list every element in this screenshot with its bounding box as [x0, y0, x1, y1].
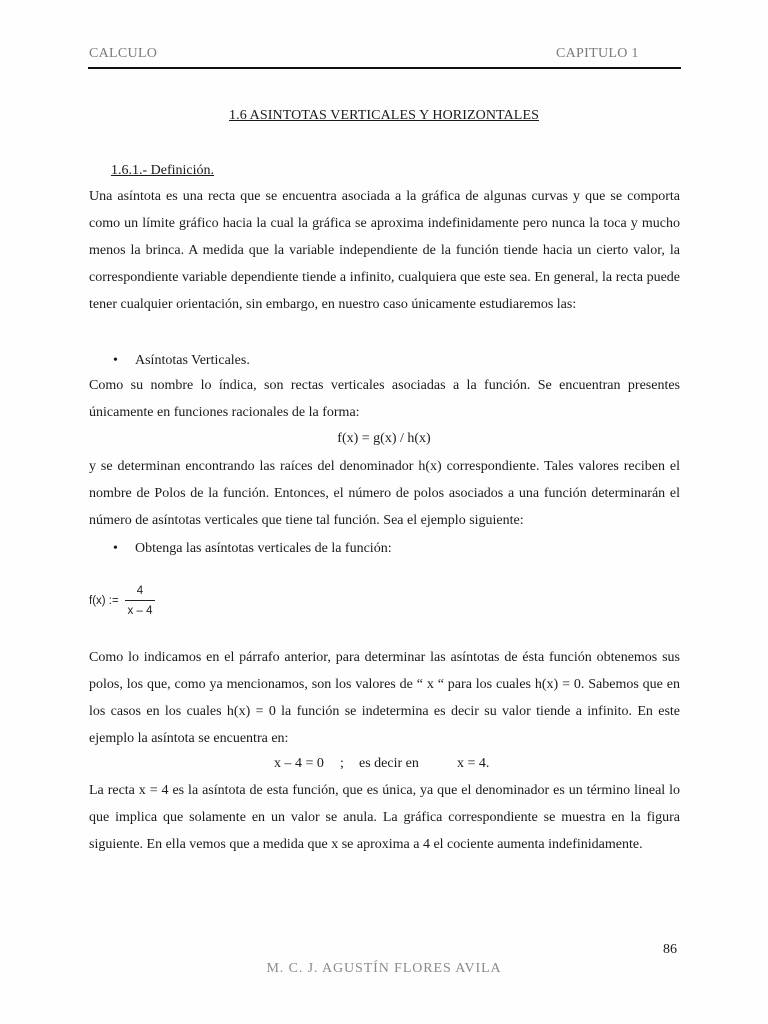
- fraction-numerator: 4: [136, 585, 144, 597]
- section-title: 1.6 ASINTOTAS VERTICALES Y HORIZONTALES: [229, 108, 539, 123]
- paragraph-poles: y se determinan encontrando las raíces del denominador h(x) correspondiente. Tales valores reciben el nombre de Polos de la función. Entonces, el número de polos asociados a una función determinarán el número de asíntotas verticales que tiene tal función. Sea el ejemplo siguiente:: [89, 459, 680, 528]
- paragraph-poles-explanation: Como lo indicamos en el párrafo anterior, para determinar las asíntotas de ésta función obtenemos sus polos, los que, como ya mencionamos, son los valores de “ x “ para los cuales h(x) = 0. Sabemos que en los casos en los cuales h(x) = 0 la función se indetermina es decir su valor tiende a infinito. En este ejemplo la asíntota se encuentra en:: [89, 650, 680, 746]
- page-footer: M. C. J. AGUSTÍN FLORES AVILA: [266, 961, 502, 976]
- header-right: CAPITULO 1: [556, 46, 639, 61]
- header-left: CALCULO: [89, 46, 158, 61]
- equation-solution: x = 4.: [457, 756, 490, 771]
- bullet-label: Asíntotas Verticales.: [135, 353, 250, 368]
- page-number: 86: [663, 942, 677, 957]
- fraction: [125, 584, 155, 618]
- fraction-denominator: x – 4: [127, 605, 153, 617]
- equation-separator: ;: [340, 756, 344, 771]
- fraction-bar: [125, 600, 155, 601]
- paragraph-definition: Una asíntota es una recta que se encuentra asociada a la gráfica de algunas curvas y que se comporta como un límite gráfico hacia la cual la gráfica se aproxima indefinidamente pero nunca la toca y mucho menos la brinca. A medida que la variable independiente de la función tiende hacia un cierto valor, la correspondiente variable dependiente tiende a infinito, cualquiera que este sea. En general, la recta puede tener cualquier orientación, sin embargo, en nuestro caso únicamente estudiaremos las:: [89, 189, 680, 312]
- formula-general-form: f(x) = g(x) / h(x): [337, 431, 431, 446]
- bullet-icon: •: [113, 541, 118, 556]
- paragraph-conclusion: La recta x = 4 es la asíntota de esta función, que es única, ya que el denominador es un término lineal lo que implica que solamente en un valor se anula. La gráfica correspondiente se muestra en la figura siguiente. En ella vemos que a medida que x se aproxima a 4 el cociente aumenta indefinidamente.: [89, 783, 680, 852]
- page-header: [88, 45, 681, 69]
- bullet-label: Obtenga las asíntotas verticales de la función:: [135, 541, 392, 556]
- bullet-example: [113, 540, 392, 558]
- bullet-icon: •: [113, 353, 118, 368]
- paragraph-vertical: Como su nombre lo índica, son rectas verticales asociadas a la función. Se encuentran presentes únicamente en funciones racionales de la forma:: [89, 378, 680, 420]
- equation-denominator: x – 4 = 0: [274, 756, 324, 771]
- function-lhs: f(x) :=: [89, 595, 119, 607]
- equation-connector: es decir en: [359, 756, 419, 771]
- subheading: 1.6.1.- Definición.: [111, 163, 215, 178]
- bullet-vertical-asymptotes: [113, 352, 250, 370]
